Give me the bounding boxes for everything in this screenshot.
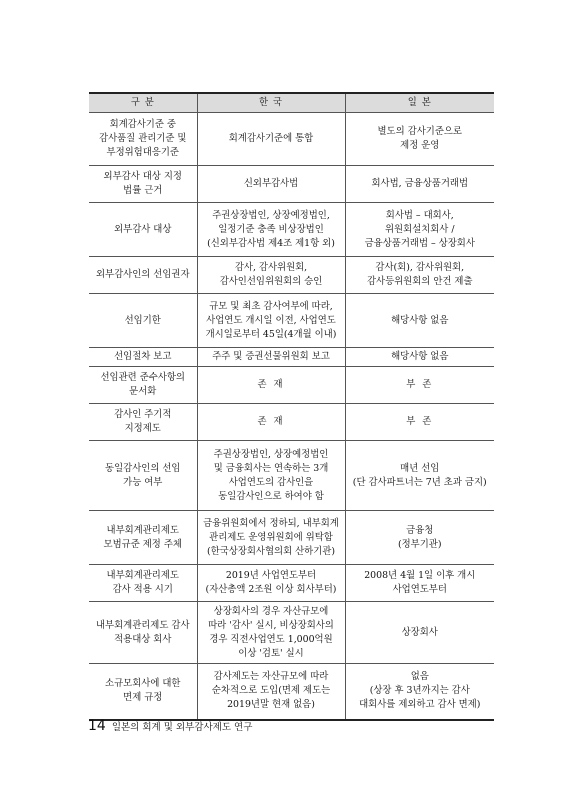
table-header-row — [89, 93, 494, 113]
table-row — [89, 664, 494, 720]
row-category: 감사인 주기적 지정제도 — [89, 404, 197, 441]
row-japan: 부 존 — [345, 367, 494, 404]
table-row — [89, 166, 494, 203]
row-korea: 주권상장법인, 상장예정법인 및 금융회사는 연속하는 3개 사업연도의 감사인을 동일감사인으로 하여야 함 — [197, 441, 345, 511]
row-japan: 회사법 – 대회사, 위원회설치회사 / 금융상품거래법 – 상장회사 — [345, 203, 494, 257]
row-category: 내부회계관리제도 감사 적용 시기 — [89, 565, 197, 602]
row-category: 내부회계관리제도 모범규준 제정 주체 — [89, 511, 197, 565]
table-row — [89, 511, 494, 565]
comparison-table — [89, 92, 494, 721]
row-category: 소규모회사에 대한 면제 규정 — [89, 664, 197, 720]
row-japan: 해당사항 없음 — [345, 348, 494, 367]
row-korea: 금융위원회에서 정하되, 내부회계 관리제도 운영위원회에 위탁함 (한국상장회사협의회 산하기관) — [197, 511, 345, 565]
row-korea: 신외부감사법 — [197, 166, 345, 203]
header-category: 구 분 — [89, 93, 197, 113]
row-korea: 주권상장법인, 상장예정법인, 일정기준 충족 비상장법인 (신외부감사법 제4조 제1항 외) — [197, 203, 345, 257]
row-korea: 감사제도는 자산규모에 따라 순차적으로 도입(면제 제도는 2019년말 현재 없음) — [197, 664, 345, 720]
row-category: 외부감사인의 선임권자 — [89, 257, 197, 294]
row-japan: 없음 (상장 후 3년까지는 감사 대회사를 제외하고 감사 면제) — [345, 664, 494, 720]
table-row — [89, 565, 494, 602]
row-korea: 2019년 사업연도부터 (자산총액 2조원 이상 회사부터) — [197, 565, 345, 602]
row-korea: 주주 및 증권선물위원회 보고 — [197, 348, 345, 367]
table-row — [89, 257, 494, 294]
page-number: 14 — [88, 718, 106, 734]
row-category: 동일감사인의 선임 가능 여부 — [89, 441, 197, 511]
row-category: 선임관련 준수사항의 문서화 — [89, 367, 197, 404]
row-japan: 회사법, 금융상품거래법 — [345, 166, 494, 203]
table-row — [89, 404, 494, 441]
row-korea: 존 재 — [197, 404, 345, 441]
row-korea: 존 재 — [197, 367, 345, 404]
page-footer — [88, 718, 252, 734]
row-category: 선임기한 — [89, 294, 197, 348]
row-category: 회계감사기준 중 감사품질 관리기준 및 부정위험대응기준 — [89, 113, 197, 166]
row-japan: 별도의 감사기준으로 제정 운영 — [345, 113, 494, 166]
table-row — [89, 294, 494, 348]
row-japan: 금융청 (정부기관) — [345, 511, 494, 565]
row-category: 선임절차 보고 — [89, 348, 197, 367]
row-category: 외부감사 대상 — [89, 203, 197, 257]
table-row — [89, 602, 494, 664]
table-row — [89, 441, 494, 511]
row-japan: 상장회사 — [345, 602, 494, 664]
row-category: 내부회계관리제도 감사 적용대상 회사 — [89, 602, 197, 664]
row-japan: 해당사항 없음 — [345, 294, 494, 348]
row-japan: 2008년 4월 1일 이후 개시 사업연도부터 — [345, 565, 494, 602]
row-japan: 감사(회), 감사위원회, 감사등위원회의 안건 제출 — [345, 257, 494, 294]
row-korea: 감사, 감사위원회, 감사인선임위원회의 승인 — [197, 257, 345, 294]
header-japan: 일 본 — [345, 93, 494, 113]
row-korea: 규모 및 최초 감사여부에 따라, 사업연도 개시일 이전, 사업연도 개시일로부터 45일(4개월 이내) — [197, 294, 345, 348]
row-category: 외부감사 대상 지정 법률 근거 — [89, 166, 197, 203]
row-japan: 부 존 — [345, 404, 494, 441]
running-title: 일본의 회계 및 외부감사제도 연구 — [111, 722, 253, 733]
row-korea: 상장회사의 경우 자산규모에 따라 '감사' 실시, 비상장회사의 경우 직전사업연도 1,000억원 이상 '검토' 실시 — [197, 602, 345, 664]
table-row — [89, 203, 494, 257]
row-korea: 회계감사기준에 통합 — [197, 113, 345, 166]
table-row — [89, 367, 494, 404]
header-korea: 한 국 — [197, 93, 345, 113]
row-japan: 매년 선임 (단 감사파트너는 7년 초과 금지) — [345, 441, 494, 511]
table-row — [89, 348, 494, 367]
table-row — [89, 113, 494, 166]
